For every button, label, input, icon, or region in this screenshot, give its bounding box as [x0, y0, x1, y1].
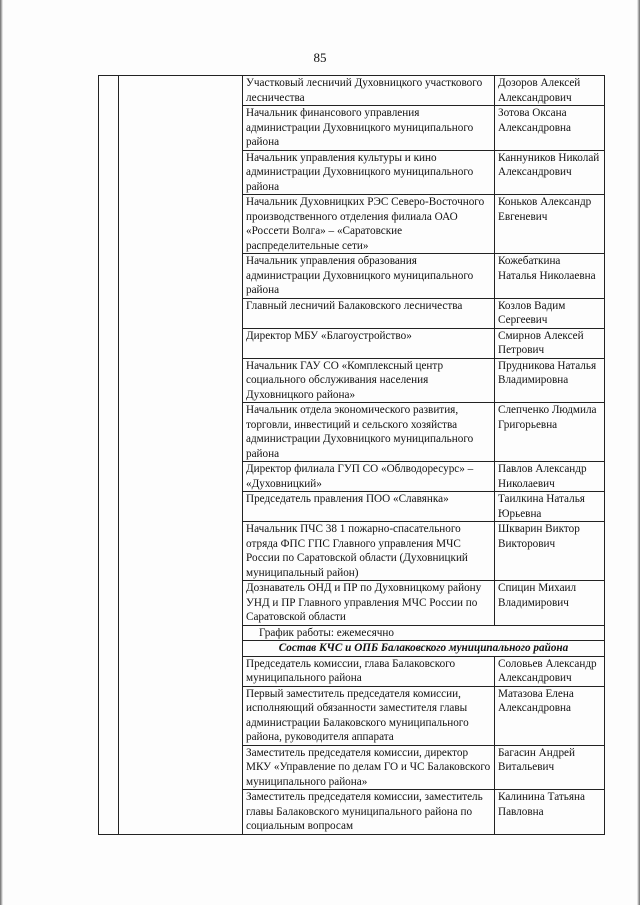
name-cell: Павлов Александр Николаевич — [495, 462, 605, 492]
position-cell: Участковый лесничий Духовницкого участкового лесничества — [243, 76, 495, 106]
position-cell: Главный лесничий Балаковского лесничества — [243, 298, 495, 328]
position-cell: Начальник ГАУ СО «Комплексный центр социального обслуживания населения Духовницкого района» — [243, 358, 495, 403]
schedule-row — [99, 625, 605, 641]
position-cell: Начальник отдела экономического развития, торговли, инвестиций и сельского хозяйства администрации Духовницкого муниципального района — [243, 403, 495, 462]
table-row — [99, 76, 605, 106]
name-cell: Слепченко Людмила Григорьевна — [495, 403, 605, 462]
position-cell: Начальник управления культуры и кино администрации Духовницкого муниципального района — [243, 150, 495, 195]
table-row — [99, 462, 605, 492]
name-cell: Дозоров Алексей Александрович — [495, 76, 605, 106]
position-cell: Начальник Духовницких РЭС Северо-Восточного производственного отделения филиала ОАО «Россети Волга» – «Саратовские распределительные сети» — [243, 195, 495, 254]
table-row — [99, 656, 605, 686]
table-row — [99, 522, 605, 581]
page-number: 85 — [313, 50, 327, 65]
position-cell: Начальник ПЧС 38 1 пожарно-спасательного отряда ФПС ГПС Главного управления МЧС России по Саратовской области (Духовницкий муниципальный район) — [243, 522, 495, 581]
name-cell: Таилкина Наталья Юрьевна — [495, 492, 605, 522]
name-cell: Спицин Михаил Владимирович — [495, 581, 605, 626]
table-row — [99, 358, 605, 403]
table-row — [99, 150, 605, 195]
table-row — [99, 403, 605, 462]
schedule-text: График работы: ежемесячно — [243, 625, 605, 641]
name-cell: Матазова Елена Александровна — [495, 686, 605, 745]
name-cell: Прудникова Наталья Владимировна — [495, 358, 605, 403]
position-cell: Первый заместитель председателя комиссии, исполняющий обязанности заместителя главы администрации Балаковского муниципального района, руководителя аппарата — [243, 686, 495, 745]
table-row — [99, 254, 605, 299]
position-cell: Председатель комиссии, глава Балаковского муниципального района — [243, 656, 495, 686]
table-row — [99, 745, 605, 790]
name-cell: Козлов Вадим Сергеевич — [495, 298, 605, 328]
name-cell: Коньков Александр Евгеневич — [495, 195, 605, 254]
scan-left-edge — [0, 0, 3, 905]
commission-table — [98, 75, 605, 835]
table-row — [99, 195, 605, 254]
table-row — [99, 581, 605, 626]
section-title: Состав КЧС и ОПБ Балаковского муниципального района — [243, 641, 605, 657]
position-cell: Заместитель председателя комиссии, заместитель главы Балаковского муниципального района по социальным вопросам — [243, 790, 495, 835]
table-row — [99, 790, 605, 835]
name-cell: Соловьев Александр Александрович — [495, 656, 605, 686]
name-cell: Багасин Андрей Витальевич — [495, 745, 605, 790]
name-cell: Шкварин Виктор Викторович — [495, 522, 605, 581]
position-cell: Директор филиала ГУП СО «Облводоресурс» – «Духовницкий» — [243, 462, 495, 492]
table-row — [99, 328, 605, 358]
position-cell: Начальник финансового управления администрации Духовницкого муниципального района — [243, 106, 495, 151]
table-row — [99, 106, 605, 151]
position-cell: Заместитель председателя комиссии, директор МКУ «Управление по делам ГО и ЧС Балаковского муниципального района» — [243, 745, 495, 790]
name-cell: Каннуников Николай Александрович — [495, 150, 605, 195]
table-row — [99, 686, 605, 745]
table-row — [99, 492, 605, 522]
name-cell: Калинина Татьяна Павловна — [495, 790, 605, 835]
position-cell: Председатель правления ПОО «Славянка» — [243, 492, 495, 522]
section-header-row — [99, 641, 605, 657]
position-cell: Директор МБУ «Благоустройство» — [243, 328, 495, 358]
name-cell: Смирнов Алексей Петрович — [495, 328, 605, 358]
table-row — [99, 298, 605, 328]
position-cell: Дознаватель ОНД и ПР по Духовницкому району УНД и ПР Главного управления МЧС России по Саратовской области — [243, 581, 495, 626]
name-cell: Кожебаткина Наталья Николаевна — [495, 254, 605, 299]
name-cell: Зотова Оксана Александровна — [495, 106, 605, 151]
position-cell: Начальник управления образования администрации Духовницкого муниципального района — [243, 254, 495, 299]
